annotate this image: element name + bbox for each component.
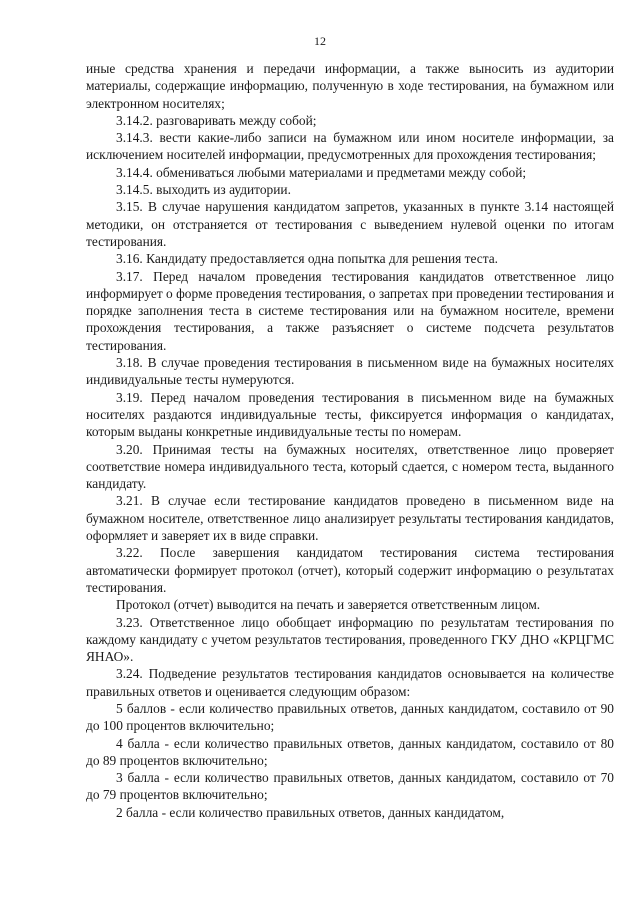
paragraph-3-14-5: 3.14.5. выходить из аудитории. <box>116 182 291 198</box>
paragraph-3-23: 3.23. Ответственное лицо обобщает информацию по результатам тестирования по каждому кандидату с учетом результатов тестирования, проведенного ГКУ ДНО «КРЦГМС ЯНАО». <box>86 614 614 665</box>
score-item-2: 2 балла - если количество правильных ответов, данных кандидатом, <box>116 804 505 820</box>
paragraph-protocol: Протокол (отчет) выводится на печать и заверяется ответственным лицом. <box>116 597 541 613</box>
page-number: 12 <box>314 34 326 48</box>
paragraph-3-17: 3.17. Перед началом проведения тестирования кандидатов ответственное лицо информирует о форме проведения тестирования, о запретах при проведении тестирования и порядке заполнения теста в системе тестирования или на бумажном носителе, времени прохождения тестирования, а также разъясняет о системе подсчета результатов тестирования. <box>86 268 614 353</box>
paragraph-3-19: 3.19. Перед началом проведения тестирования в письменном виде на бумажных носителях раздаются индивидуальные тесты, фиксируется информация о кандидатах, которым выданы конкретные индивидуальные тесты по номерам. <box>86 389 614 440</box>
paragraph-continuation: иные средства хранения и передачи информации, а также выносить из аудитории материалы, содержащие информацию, полученную в ходе тестирования, на бумажном или электронном носителях; <box>86 61 614 111</box>
paragraph-3-18: 3.18. В случае проведения тестирования в письменном виде на бумажных носителях индивидуальные тесты нумеруются. <box>86 355 614 388</box>
score-item-3: 3 балла - если количество правильных ответов, данных кандидатом, составило от 70 до 79 процентов включительно; <box>86 770 614 803</box>
score-item-5: 5 баллов - если количество правильных ответов, данных кандидатом, составило от 90 до 100 процентов включительно; <box>86 700 614 734</box>
paragraph-3-16: 3.16. Кандидату предоставляется одна попытка для решения теста. <box>116 251 499 267</box>
paragraph-3-14-4: 3.14.4. обмениваться любыми материалами и предметами между собой; <box>116 164 527 180</box>
paragraph-3-14-2: 3.14.2. разговаривать между собой; <box>116 112 317 128</box>
paragraph-3-14-3: 3.14.3. вести какие-либо записи на бумажном или ином носителе информации, за исключением носителей информации, предусмотренных для прохождения тестирования; <box>86 130 614 163</box>
paragraph-3-22: 3.22. После завершения кандидатом тестирования система тестирования автоматически формирует протокол (отчет), который содержит информацию о результатах тестирования. <box>86 545 614 595</box>
paragraph-3-15: 3.15. В случае нарушения кандидатом запретов, указанных в пункте 3.14 настоящей методики, он отстраняется от тестирования с выведением нулевой оценки по итогам тестирования. <box>86 199 614 249</box>
score-item-4: 4 балла - если количество правильных ответов, данных кандидатом, составило от 80 до 89 процентов включительно; <box>86 735 614 768</box>
paragraph-3-20: 3.20. Принимая тесты на бумажных носителях, ответственное лицо проверяет соответствие номера индивидуального теста, который сдается, с номером теста, выданного кандидату. <box>86 441 614 492</box>
paragraph-3-24: 3.24. Подведение результатов тестирования кандидатов основывается на количестве правильных ответов и оценивается следующим образом: <box>86 666 614 699</box>
document-body <box>86 60 614 821</box>
paragraph-3-21: 3.21. В случае если тестирование кандидатов проведено в письменном виде на бумажном носителе, ответственное лицо анализирует результаты тестирования кандидатов, оформляет и заверяет их в виде справки. <box>86 493 614 544</box>
